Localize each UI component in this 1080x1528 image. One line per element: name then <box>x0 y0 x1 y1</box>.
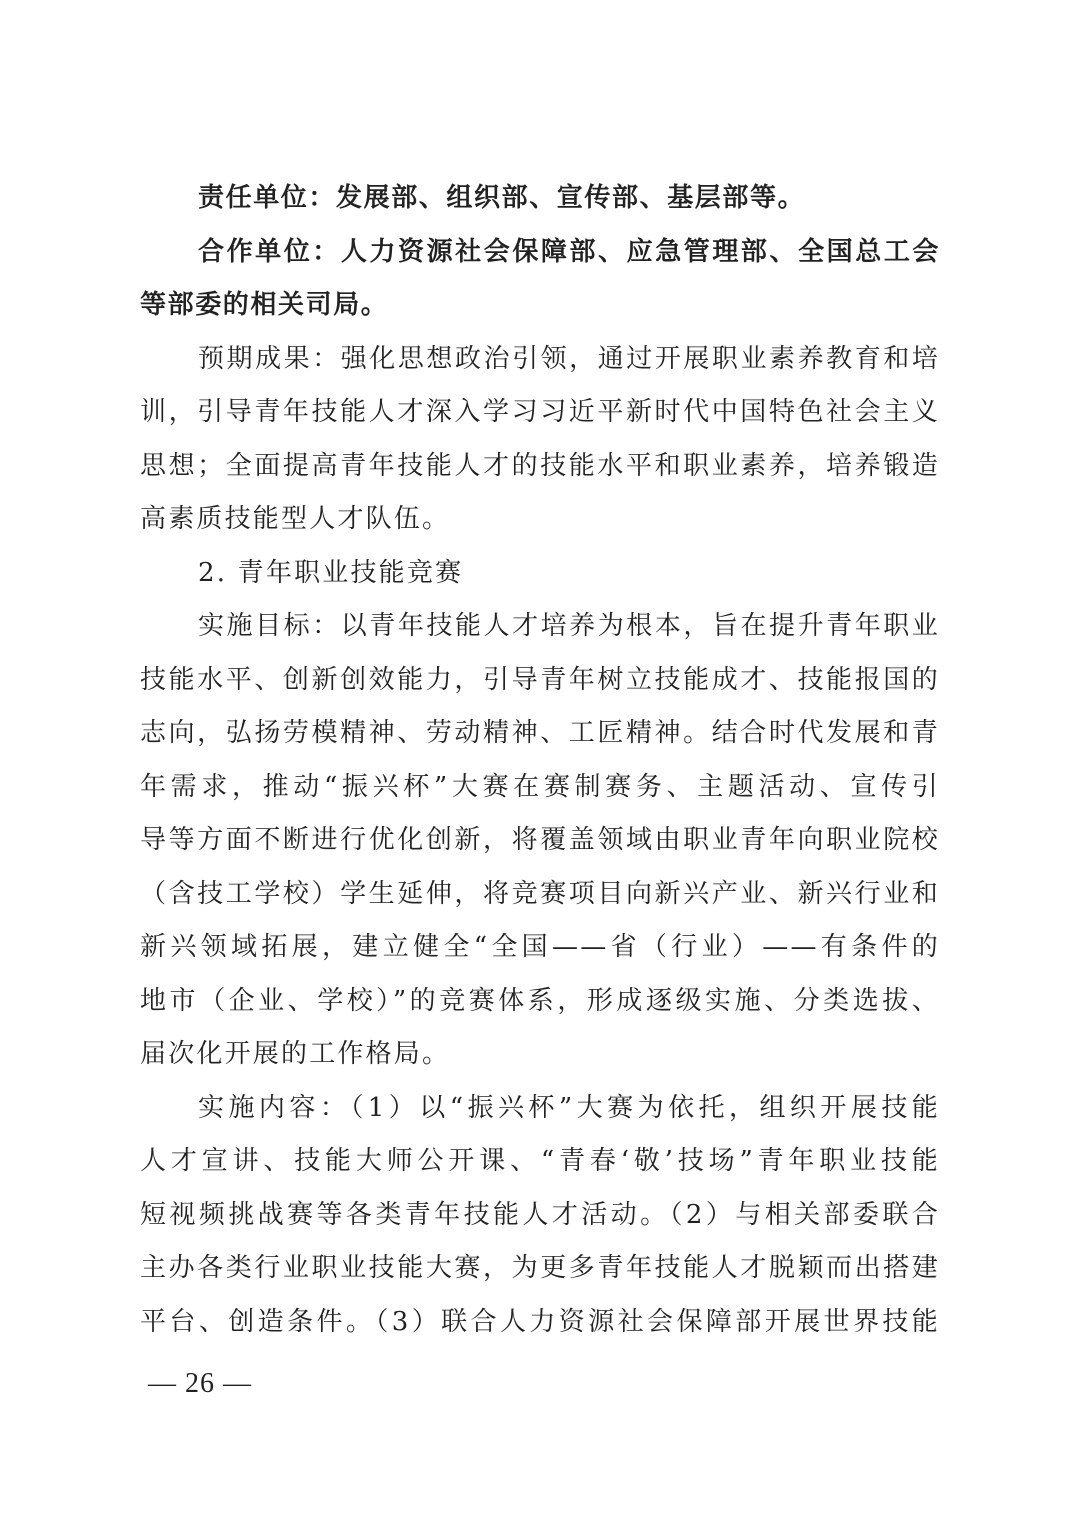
paragraph-line: 高素质技能型人才队伍。 <box>140 504 451 534</box>
paragraph-line: 平台、创造条件。（3）联合人力资源社会保障部开展世界技能 <box>140 1306 940 1337</box>
implementation-content-line: 实施内容：（1）以“振兴杯”大赛为依托，组织开展技能 <box>198 1092 940 1123</box>
paragraph-line: 人才宣讲、技能大师公开课、“青春‘敬’技场”青年职业技能 <box>140 1146 940 1176</box>
section-heading: 2. 青年职业技能竞赛 <box>198 557 464 588</box>
paragraph-line: 主办各类行业职业技能大赛，为更多青年技能人才脱颖而出搭建 <box>140 1253 940 1283</box>
cooperating-units-line: 合作单位：人力资源社会保障部、应急管理部、全国总工会 <box>198 236 940 267</box>
expected-results-line: 预期成果：强化思想政治引领，通过开展职业素养教育和培 <box>198 343 940 374</box>
paragraph-line: 志向，弘扬劳模精神、劳动精神、工匠精神。结合时代发展和青 <box>140 718 940 748</box>
paragraph-line: 届次化开展的工作格局。 <box>140 1039 451 1069</box>
paragraph-line: （含技工学校）学生延伸，将竞赛项目向新兴产业、新兴行业和 <box>140 878 940 909</box>
paragraph-line: 思想；全面提高青年技能人才的技能水平和职业素养，培养锻造 <box>140 450 940 481</box>
paragraph-line: 年需求，推动“振兴杯”大赛在赛制赛务、主题活动、宣传引 <box>140 771 940 802</box>
paragraph-line: 导等方面不断进行优化创新，将覆盖领域由职业青年向职业院校 <box>140 825 940 855</box>
document-body <box>140 172 940 1349</box>
paragraph-line: 训，引导青年技能人才深入学习习近平新时代中国特色社会主义 <box>140 397 940 427</box>
responsible-units-line: 责任单位：发展部、组织部、宣传部、基层部等。 <box>198 183 806 213</box>
implementation-goal-line: 实施目标：以青年技能人才培养为根本，旨在提升青年职业 <box>198 611 940 641</box>
paragraph-line: 技能水平、创新创效能力，引导青年树立技能成才、技能报国的 <box>140 664 940 695</box>
paragraph-line: 地市（企业、学校）”的竞赛体系，形成逐级实施、分类选拔、 <box>140 985 940 1016</box>
cooperating-units-line-cont: 等部委的相关司局。 <box>140 290 389 320</box>
page-number: — 26 — <box>148 1368 252 1399</box>
paragraph-line: 新兴领域拓展，建立健全“全国——省（行业）——有条件的 <box>140 932 940 962</box>
paragraph-line: 短视频挑战赛等各类青年技能人才活动。（2）与相关部委联合 <box>140 1199 940 1230</box>
